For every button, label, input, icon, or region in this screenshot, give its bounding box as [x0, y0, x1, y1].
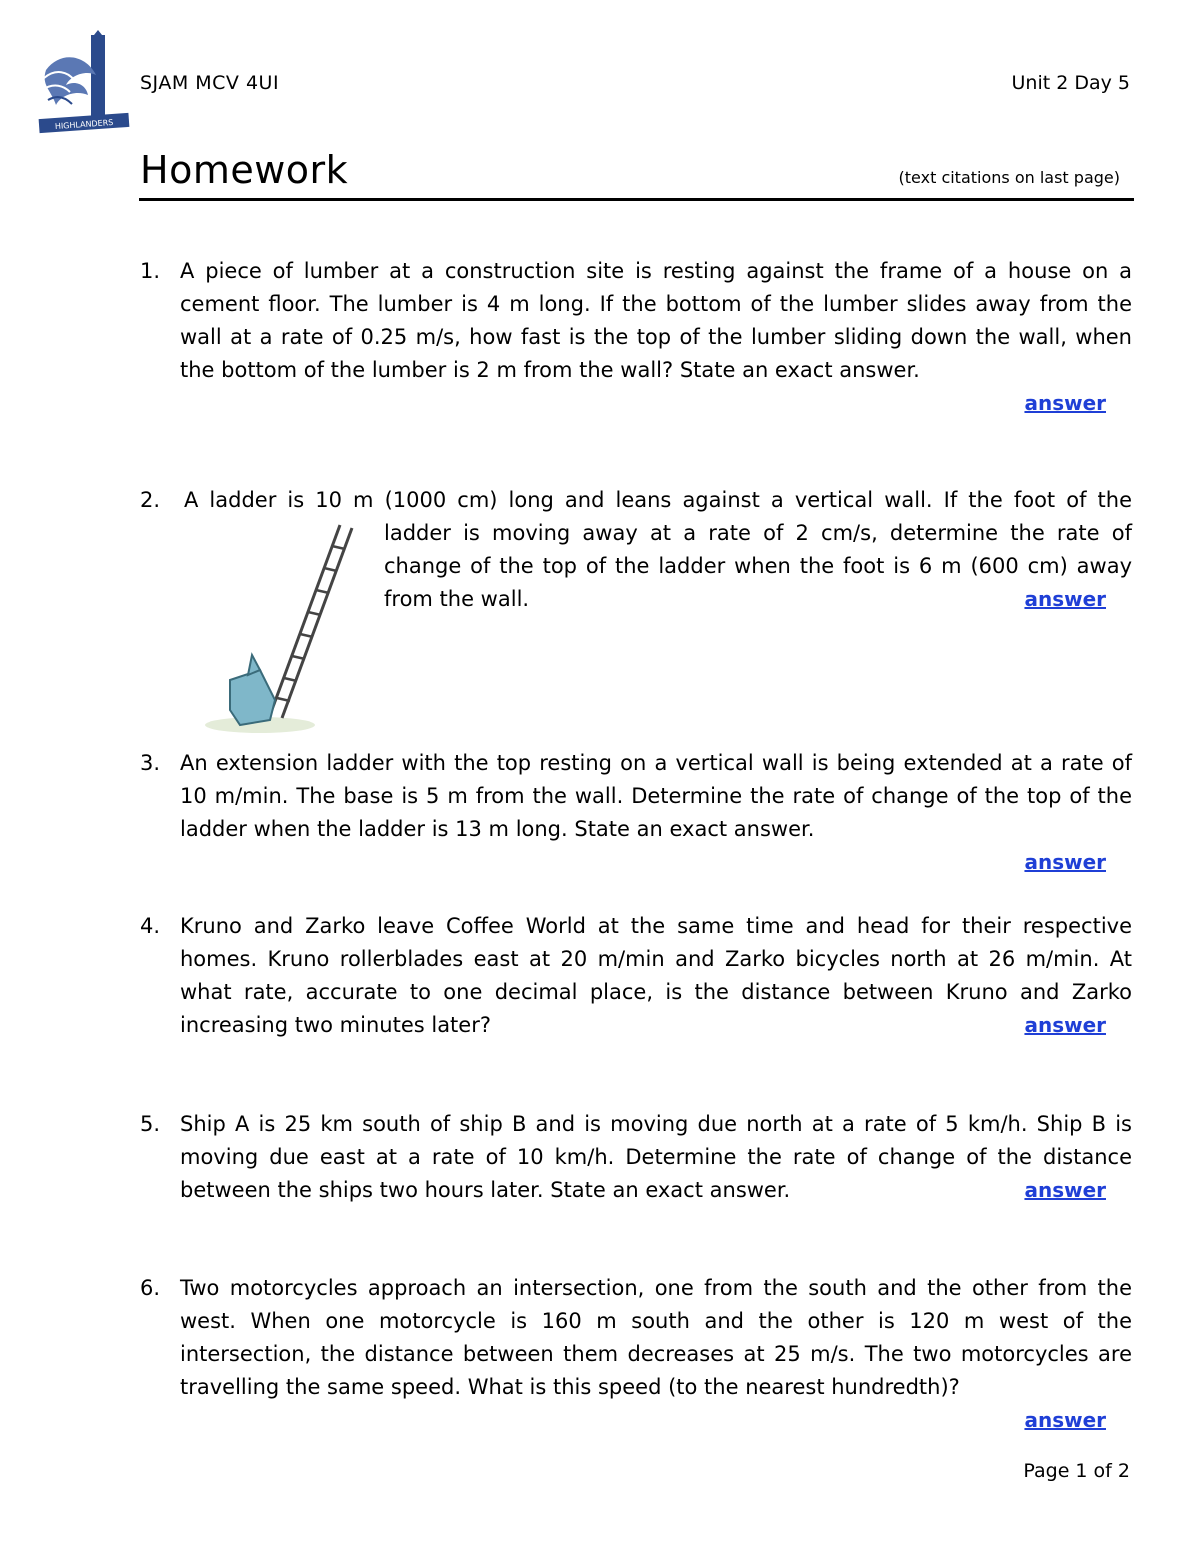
page-number: Page 1 of 2	[1023, 1460, 1130, 1482]
question-6	[140, 1272, 1132, 1442]
question-text: An extension ladder with the top resting on a vertical wall is being extended at a rate of 10 m/min. The base is 5 m from the wall. Determine the rate of change of the top of the ladder when the ladder is 13 m long. State an exact answer.	[180, 751, 1132, 841]
ladder-illustration	[200, 520, 365, 735]
question-text: ladder is moving away at a rate of 2 cm/s, determine the rate of change of the top of the ladder when the foot is 6 m (600 cm) away from the wall.	[384, 521, 1132, 611]
answer-link-1[interactable]: answer	[1024, 391, 1106, 415]
answer-link-6[interactable]: answer	[1024, 1408, 1106, 1432]
answer-link-2[interactable]: answer	[1024, 587, 1106, 611]
course-code: SJAM MCV 4UI	[140, 72, 280, 94]
answer-link-5[interactable]: answer	[1024, 1178, 1106, 1202]
question-3	[140, 747, 1132, 887]
school-logo	[36, 30, 131, 140]
question-text: A piece of lumber at a construction site is resting against the frame of a house on a cement floor. The lumber is 4 m long. If the bottom of the lumber slides away from the wall at a rate of 0.25 m/s, how fast is the top of the lumber sliding down the wall, when the bottom of the lumber is 2 m from the wall? State an exact answer.	[180, 259, 1132, 382]
question-number: 3.	[140, 751, 161, 775]
logo-text: HIGHLANDERS	[54, 117, 114, 132]
question-number: 5.	[140, 1112, 161, 1136]
question-text: Two motorcycles approach an intersection, one from the south and the other from the west. When one motorcycle is 160 m south and the other is 120 m west of the intersection, the distance between them decreases at 25 m/s. The two motorcycles are travelling the same speed. What is this speed (to the nearest hundredth)?	[180, 1276, 1132, 1399]
citation-note: (text citations on last page)	[898, 168, 1120, 187]
answer-link-4[interactable]: answer	[1024, 1013, 1106, 1037]
question-text-first-line: A ladder is 10 m (1000 cm) long and leans against a vertical wall. If the foot of the	[184, 488, 1132, 512]
question-4	[140, 910, 1132, 1050]
unit-day: Unit 2 Day 5	[1011, 72, 1130, 94]
question-number: 4.	[140, 914, 161, 938]
question-text: Ship A is 25 km south of ship B and is moving due north at a rate of 5 km/h. Ship B is moving due east at a rate of 10 km/h. Determine the rate of change of the distance between the ships two hours later. State an exact answer.	[180, 1112, 1132, 1202]
question-text: Kruno and Zarko leave Coffee World at the same time and head for their respective homes. Kruno rollerblades east at 20 m/min and Zarko bicycles north at 26 m/min. At what rate, accurate to one decimal place, is the distance between Kruno and Zarko increasing two minutes later?	[180, 914, 1132, 1037]
question-5	[140, 1108, 1132, 1218]
question-1	[140, 255, 1132, 425]
question-number: 6.	[140, 1276, 161, 1300]
title-rule	[139, 198, 1134, 201]
question-number: 1.	[140, 259, 161, 283]
answer-link-3[interactable]: answer	[1024, 850, 1106, 874]
question-number: 2.	[140, 488, 161, 512]
page-title: Homework	[140, 148, 349, 192]
